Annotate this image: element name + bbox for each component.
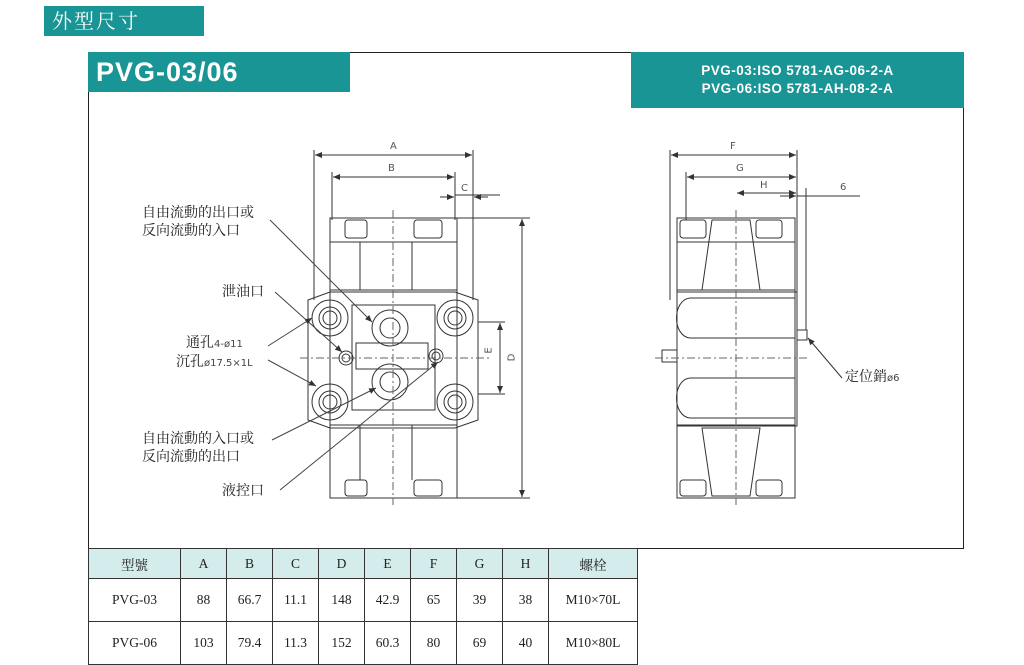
table-row [89,622,638,665]
dim-label-d: D [506,353,518,362]
header-b: B [227,549,273,579]
header-model: 型號 [89,549,181,579]
callout-through-hole [186,334,243,354]
dim-label-g: G [736,163,744,174]
header-c: C [273,549,319,579]
callout-free-flow-inlet-line2: 反向流動的出口 [142,449,240,465]
cell-c: 11.3 [273,622,319,665]
cell-a: 88 [181,579,227,622]
through-hole-spec: 4-ø11 [214,339,243,350]
callout-pilot-port: 液控口 [222,483,264,499]
cell-model: PVG-06 [89,622,181,665]
cell-a: 103 [181,622,227,665]
side-view [655,150,860,505]
cell-bolt: M10×80L [549,622,638,665]
cell-g: 69 [457,622,503,665]
header-bolt: 螺栓 [549,549,638,579]
cell-e: 42.9 [365,579,411,622]
dim-label-c: C [461,183,468,194]
callout-drain-port: 泄油口 [222,284,264,300]
callout-free-flow-outlet-line1: 自由流動的出口或 [142,205,254,221]
iso-line-pvg06: PVG-06:ISO 5781-AH-08-2-A [701,81,894,96]
callout-free-flow-inlet-line1: 自由流動的入口或 [142,431,254,447]
header-e: E [365,549,411,579]
table-header-row [89,549,638,579]
callout-free-flow-outlet [142,204,254,240]
through-hole-label: 通孔 [186,335,214,351]
dim-label-e: E [483,347,495,354]
callout-locating-pin [845,368,899,388]
header-a: A [181,549,227,579]
dim-label-b: B [388,163,395,174]
cell-e: 60.3 [365,622,411,665]
iso-line-pvg03: PVG-03:ISO 5781-AG-06-2-A [701,63,894,78]
cell-d: 148 [319,579,365,622]
section-title: 外型尺寸 [44,6,204,36]
dim-label-f: F [730,141,736,152]
header-f: F [411,549,457,579]
callout-counterbore [176,353,253,373]
locating-pin-spec: ø6 [887,373,900,384]
cell-b: 79.4 [227,622,273,665]
cell-b: 66.7 [227,579,273,622]
cell-f: 80 [411,622,457,665]
counterbore-label: 沉孔 [176,354,204,370]
cell-h: 38 [503,579,549,622]
cell-model: PVG-03 [89,579,181,622]
header-h: H [503,549,549,579]
header-g: G [457,549,503,579]
dimension-table [88,548,638,665]
dim-label-a: A [390,141,397,152]
cell-d: 152 [319,622,365,665]
counterbore-spec: ø17.5×1L [204,358,253,369]
front-view [300,150,530,505]
cell-h: 40 [503,622,549,665]
callout-free-flow-inlet [142,430,254,466]
table-row [89,579,638,622]
cell-bolt: M10×70L [549,579,638,622]
cell-g: 39 [457,579,503,622]
cell-f: 65 [411,579,457,622]
callout-free-flow-outlet-line2: 反向流動的入口 [142,223,240,239]
cell-c: 11.1 [273,579,319,622]
dim-label-h: H [760,180,768,191]
locating-pin-label: 定位銷 [845,369,887,385]
dim-label-6: 6 [840,182,847,193]
model-title: PVG-03/06 [88,52,350,92]
header-d: D [319,549,365,579]
